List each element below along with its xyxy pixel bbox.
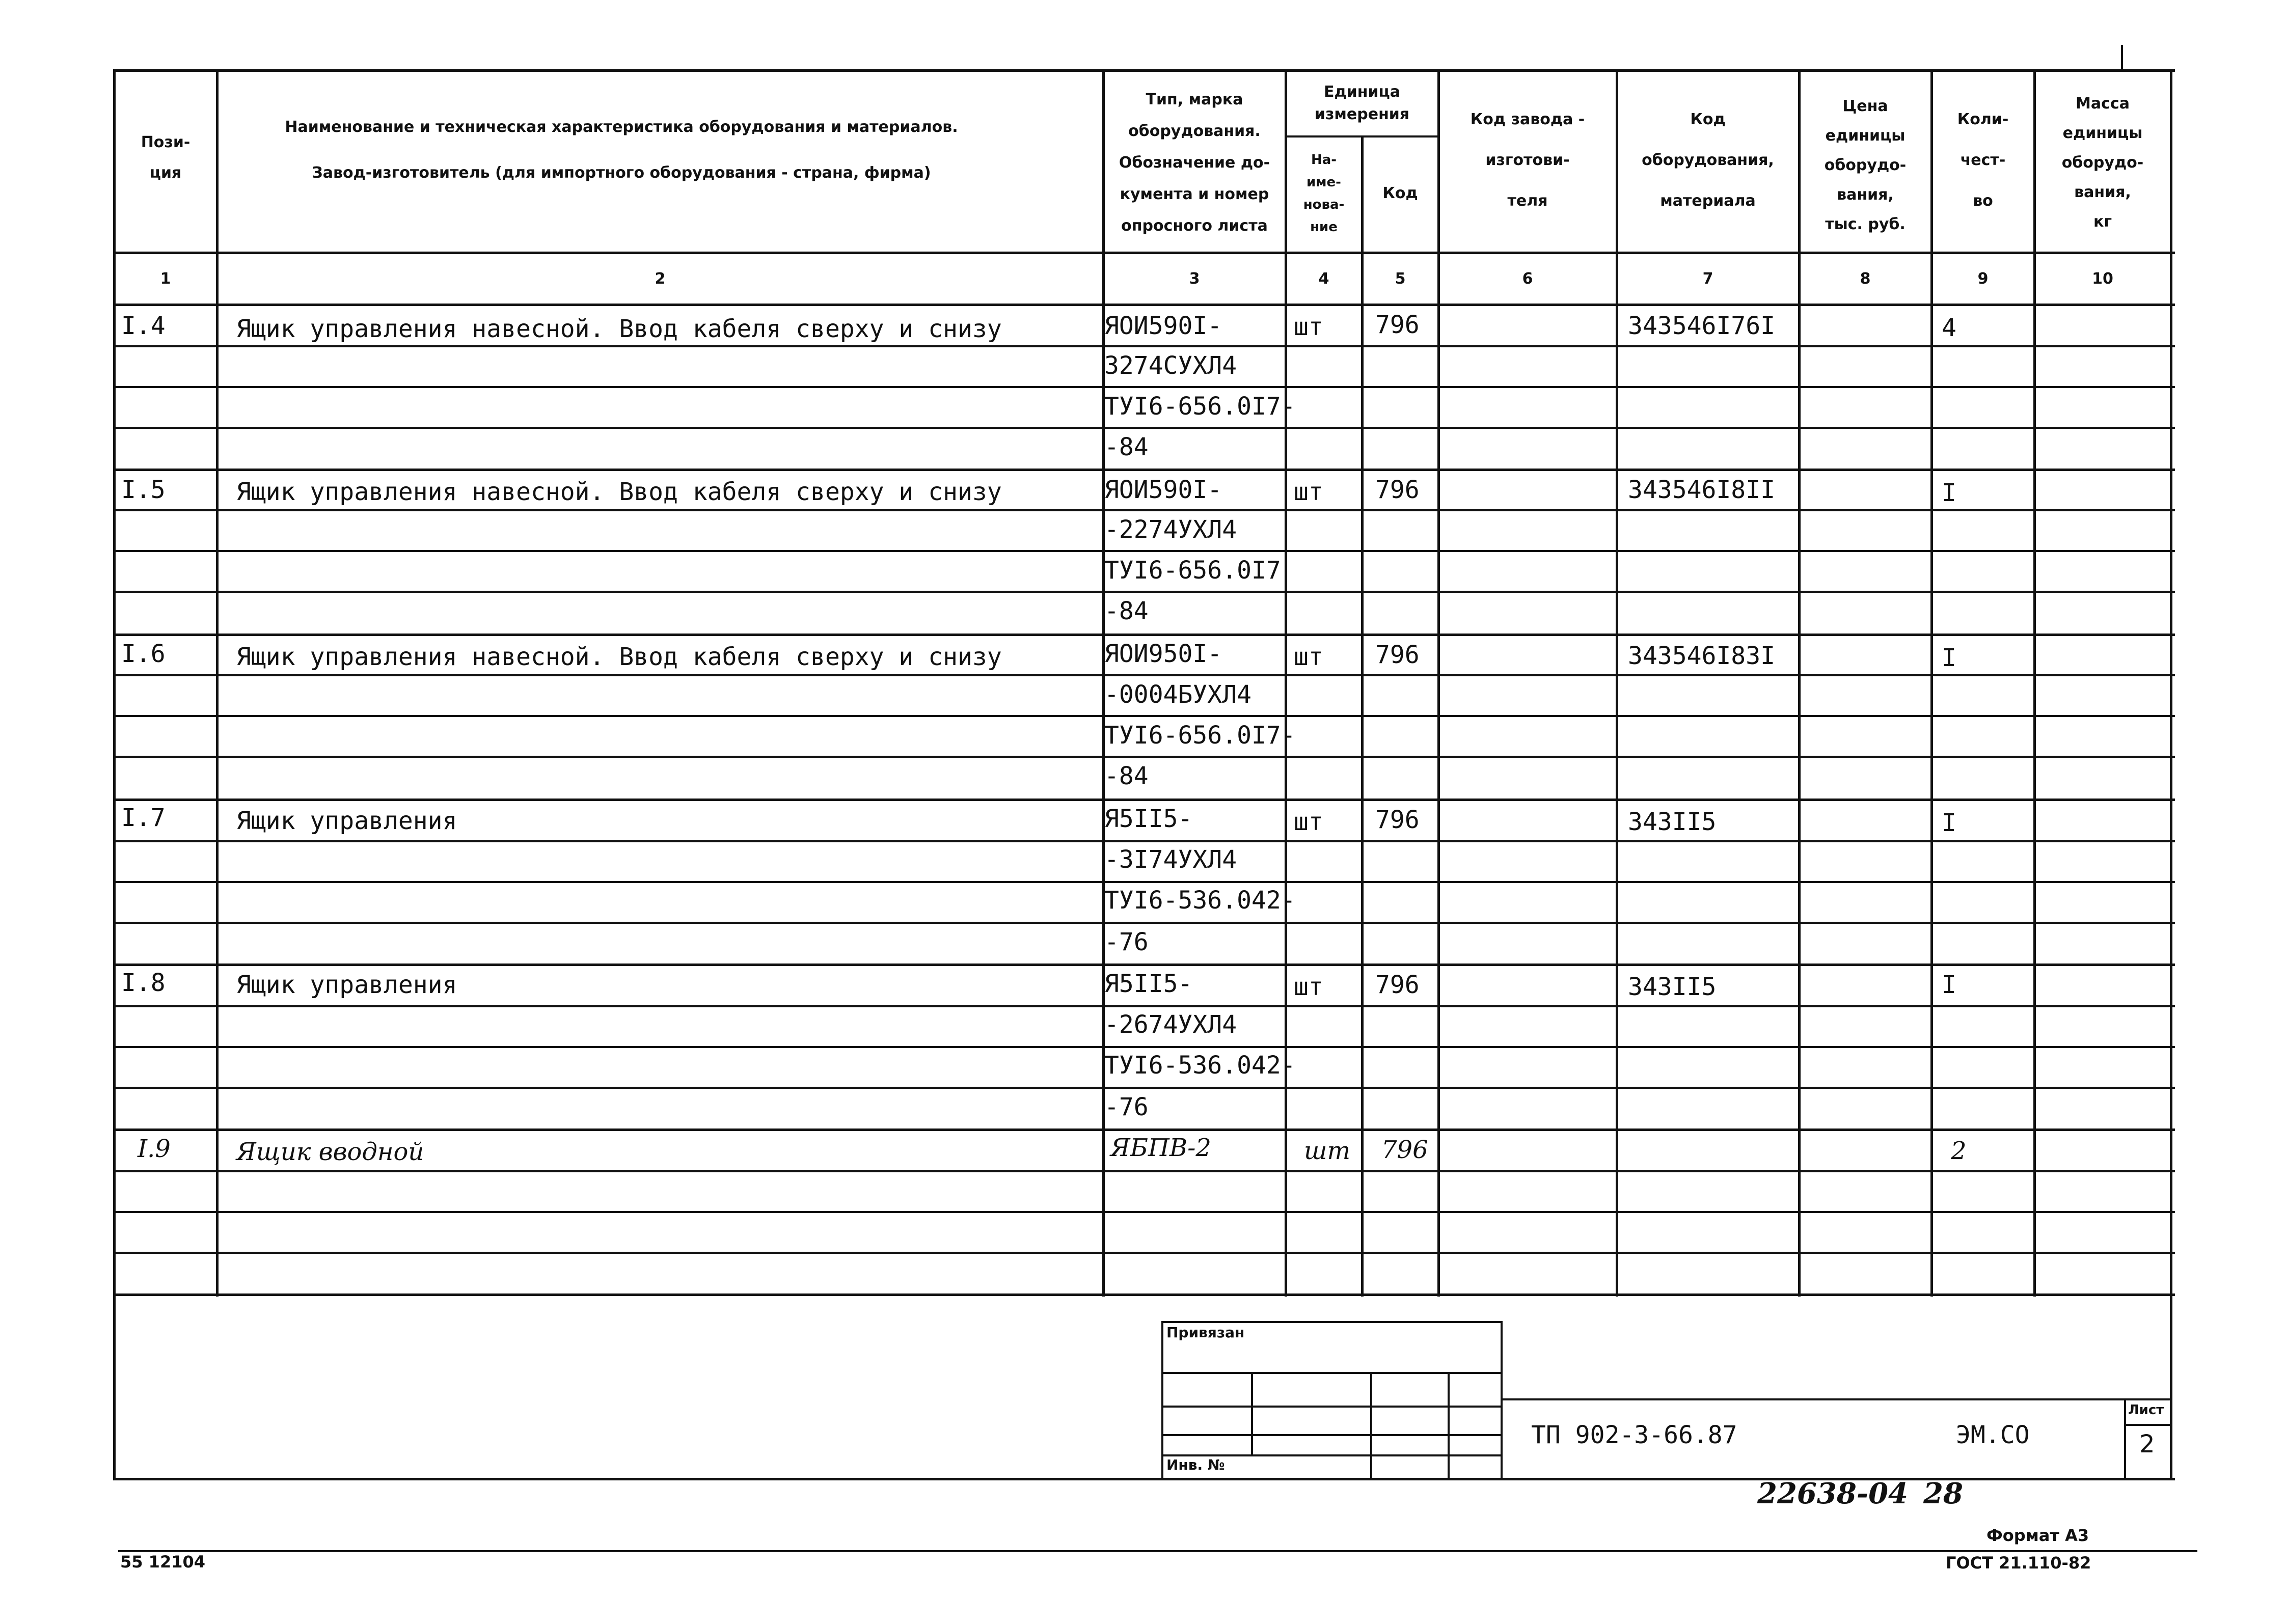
row-type-line: -3I74УХЛ4 bbox=[1104, 845, 1237, 874]
column-number: 3 bbox=[1189, 269, 1200, 288]
header-type: Тип, марка оборудования. Обозначение до- кумента и номер опросного листа bbox=[1119, 91, 1270, 235]
row-position: I.4 bbox=[121, 312, 166, 340]
column-number: 10 bbox=[2092, 269, 2113, 288]
row-type-line: -76 bbox=[1104, 928, 1149, 956]
row-type-line: ТУI6-536.042- bbox=[1104, 1051, 1296, 1080]
column-number: 2 bbox=[655, 269, 666, 288]
row-quantity: 2 bbox=[1951, 1137, 1967, 1165]
handwritten-page: 28 bbox=[1923, 1477, 1963, 1510]
sheet-number: 2 bbox=[2139, 1430, 2155, 1458]
row-name: Ящик управления навесной. Ввод кабеля сверху и снизу bbox=[236, 478, 1002, 506]
row-position: I.9 bbox=[138, 1135, 171, 1163]
row-type-line: ТУI6-656.0I7- bbox=[1104, 721, 1296, 750]
row-quantity: I bbox=[1942, 644, 1956, 672]
row-name: Ящик управления навесной. Ввод кабеля сверху и снизу bbox=[236, 315, 1002, 343]
format-label: Формат А3 bbox=[1986, 1526, 2089, 1545]
header-plant-code: Код завода - изготови- теля bbox=[1470, 111, 1585, 210]
header-unit-group: Единица измерения bbox=[1314, 83, 1410, 123]
column-number: 5 bbox=[1395, 269, 1406, 288]
row-type-line: 3274СУХЛ4 bbox=[1104, 351, 1237, 380]
handwritten-inventory: 22638-04 bbox=[1757, 1477, 1908, 1510]
header-mass: Масса единицы оборудо- вания, кг bbox=[2061, 95, 2144, 231]
row-type-line: -0004БУХЛ4 bbox=[1104, 680, 1251, 709]
row-type-line: ЯОИ590I- bbox=[1104, 476, 1222, 504]
header-name-line2: Завод-изготовитель (для импортного оборудования - страна, фирма) bbox=[312, 164, 931, 182]
row-unit: шт bbox=[1304, 1137, 1350, 1165]
row-name: Ящик управления навесной. Ввод кабеля сверху и снизу bbox=[236, 643, 1002, 671]
row-type-line: -2274УХЛ4 bbox=[1104, 515, 1237, 544]
header-quantity: Коли- чест- во bbox=[1957, 111, 2009, 210]
column-number: 7 bbox=[1702, 269, 1713, 288]
row-position: I.8 bbox=[121, 969, 166, 997]
row-unit-code: 796 bbox=[1375, 311, 1420, 339]
row-unit-code: 796 bbox=[1375, 806, 1420, 834]
document-code: ТП 902-3-66.87 bbox=[1531, 1421, 1737, 1449]
row-unit: шт bbox=[1294, 478, 1323, 506]
row-position: I.7 bbox=[121, 804, 166, 832]
row-type-line: Я5II5- bbox=[1104, 805, 1193, 833]
row-type-line: -84 bbox=[1104, 597, 1149, 625]
gost-label: ГОСТ 21.110-82 bbox=[1946, 1553, 2091, 1573]
row-quantity: 4 bbox=[1942, 314, 1956, 342]
row-type-line: ТУI6-536.042- bbox=[1104, 886, 1296, 915]
inventory-label: Инв. № bbox=[1166, 1456, 1225, 1473]
row-quantity: I bbox=[1942, 809, 1956, 837]
column-number: 4 bbox=[1318, 269, 1329, 288]
row-position: I.5 bbox=[121, 476, 166, 504]
row-type-line: -84 bbox=[1104, 433, 1149, 461]
row-type-line: ТУI6-656.0I7 bbox=[1104, 556, 1281, 585]
row-unit-code: 796 bbox=[1375, 971, 1420, 999]
column-number: 9 bbox=[1977, 269, 1989, 288]
row-name: Ящик управления bbox=[236, 807, 457, 835]
column-number: 1 bbox=[160, 269, 171, 288]
row-equipment-code: 343546I8II bbox=[1628, 476, 1775, 504]
header-price: Цена единицы оборудо- вания, тыс. руб. bbox=[1824, 97, 1907, 233]
row-equipment-code: 343II5 bbox=[1628, 973, 1717, 1001]
header-position: Пози- ция bbox=[141, 133, 190, 182]
row-equipment-code: 343546I76I bbox=[1628, 312, 1775, 340]
row-equipment-code: 343546I83I bbox=[1628, 642, 1775, 670]
linked-label: Привязан bbox=[1166, 1324, 1245, 1341]
row-type-line: ТУI6-656.0I7- bbox=[1104, 392, 1296, 421]
left-footer-code: 55 12104 bbox=[120, 1552, 205, 1572]
row-type-line: -84 bbox=[1104, 762, 1149, 790]
row-name: Ящик управления bbox=[236, 971, 457, 999]
header-equipment-code: Код оборудования, материала bbox=[1642, 111, 1774, 210]
row-type-line: Я5II5- bbox=[1104, 970, 1193, 998]
sheet-label: Лист bbox=[2128, 1402, 2164, 1418]
row-type-line: -76 bbox=[1104, 1093, 1149, 1121]
row-unit: шт bbox=[1294, 643, 1323, 671]
row-unit: шт bbox=[1294, 808, 1323, 836]
row-unit: шт bbox=[1294, 973, 1323, 1001]
row-type-line: ЯБПВ-2 bbox=[1110, 1134, 1211, 1162]
row-type-line: ЯОИ590I- bbox=[1104, 312, 1222, 340]
row-unit-code: 796 bbox=[1381, 1136, 1428, 1164]
section-code: ЭМ.СО bbox=[1956, 1421, 2030, 1449]
row-name: Ящик вводной bbox=[236, 1138, 424, 1166]
row-quantity: I bbox=[1942, 479, 1956, 507]
row-unit-code: 796 bbox=[1375, 641, 1420, 669]
header-name-line1: Наименование и техническая характеристика оборудования и материалов. bbox=[285, 118, 958, 136]
row-type-line: ЯОИ950I- bbox=[1104, 640, 1222, 668]
row-unit: шт bbox=[1294, 313, 1323, 341]
header-unit-name: На- име- нова- ние bbox=[1303, 152, 1345, 235]
row-type-line: -2674УХЛ4 bbox=[1104, 1010, 1237, 1039]
row-unit-code: 796 bbox=[1375, 476, 1420, 504]
column-number: 6 bbox=[1522, 269, 1533, 288]
row-position: I.6 bbox=[121, 640, 166, 668]
row-equipment-code: 343II5 bbox=[1628, 808, 1717, 836]
column-number: 8 bbox=[1860, 269, 1871, 288]
row-quantity: I bbox=[1942, 971, 1956, 999]
header-unit-code: Код bbox=[1382, 184, 1418, 202]
